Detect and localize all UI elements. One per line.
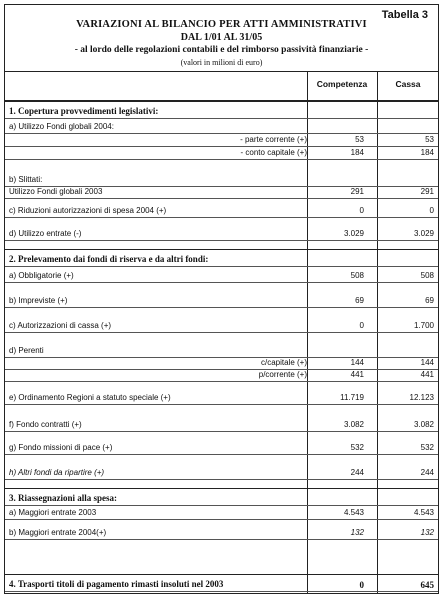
row-rule [5, 266, 438, 267]
cassa-value: 184 [420, 148, 434, 157]
row-label: 4. Trasporti titoli di pagamento rimasti insoluti nel 2003 [9, 579, 224, 589]
row-rule [5, 217, 438, 218]
row-rule [5, 454, 438, 455]
table-row [5, 391, 438, 405]
section-rule [5, 101, 438, 102]
table-row [5, 294, 438, 308]
row-label: 1. Copertura provvedimenti legislativi: [9, 106, 159, 116]
row-label: c) Riduzioni autorizzazioni di spesa 2004 (+) [9, 206, 167, 215]
table-row [5, 204, 438, 218]
section-row [5, 578, 438, 592]
cassa-value: 244 [420, 468, 434, 477]
cassa-value: 132 [420, 528, 434, 537]
row-rule [5, 118, 438, 119]
table-frame [4, 4, 439, 594]
row-label: e) Ordinamento Regioni a statuto speciale (+) [9, 393, 171, 402]
cassa-value: 4.543 [413, 508, 434, 517]
competenza-value: 53 [355, 135, 364, 144]
section-row [5, 492, 438, 506]
competenza-value: 132 [350, 528, 364, 537]
cassa-value: 144 [420, 358, 434, 367]
cassa-value: 291 [420, 187, 434, 196]
cassa-value: 508 [420, 271, 434, 280]
table-row [5, 227, 438, 241]
cassa-value: 12.123 [409, 393, 434, 402]
header-rule [5, 71, 438, 72]
title-units: (valori in milioni di euro) [180, 58, 263, 67]
title-line-1: VARIAZIONI AL BILANCIO PER ATTI AMMINISTRATIVI [76, 19, 367, 30]
section-rule [5, 488, 438, 489]
title-line-3: - al lordo delle regolazioni contabili e del rimborso passività finanziarie - [74, 45, 369, 55]
section-rule [5, 574, 438, 575]
row-rule [5, 591, 438, 592]
competenza-value: 4.543 [343, 508, 364, 517]
row-label: 3. Riassegnazioni alla spesa: [9, 493, 118, 503]
row-label: d) Utilizzo entrate (-) [9, 229, 82, 238]
row-rule [5, 479, 438, 480]
row-label: a) Utilizzo Fondi globali 2004: [9, 122, 114, 131]
row-rule [5, 159, 438, 160]
row-label: Utilizzo Fondi globali 2003 [9, 187, 103, 196]
row-rule [5, 381, 438, 382]
competenza-value: 0 [359, 321, 364, 330]
row-rule [5, 282, 438, 283]
competenza-value: 441 [350, 370, 364, 379]
table-row [5, 368, 438, 382]
cassa-value: 1.700 [413, 321, 434, 330]
row-label: h) Altri fondi da ripartire (+) [9, 468, 105, 477]
competenza-value: 69 [355, 296, 364, 305]
row-label: g) Fondo missioni di pace (+) [9, 443, 113, 452]
row-rule [5, 198, 438, 199]
column-header-competenza: Competenza [316, 79, 368, 89]
table-label: Tabella 3 [381, 9, 428, 21]
competenza-value: 11.719 [340, 393, 364, 402]
row-label: a) Obbligatorie (+) [9, 271, 74, 280]
row-label: - parte corrente (+) [240, 135, 307, 144]
cassa-value: 645 [420, 580, 434, 590]
row-label: 2. Prelevamento dai fondi di riserva e da altri fondi: [9, 254, 209, 264]
cassa-value: 69 [425, 296, 434, 305]
cassa-value: 0 [429, 206, 434, 215]
competenza-value: 184 [350, 148, 364, 157]
table-row [5, 133, 438, 147]
table-row [5, 506, 438, 520]
competenza-value: 144 [350, 358, 364, 367]
column-header-cassa: Cassa [395, 79, 421, 89]
table-row [5, 441, 438, 455]
competenza-value: 508 [350, 271, 364, 280]
table-row [5, 146, 438, 160]
table-row [5, 185, 438, 199]
section-rule [5, 249, 438, 250]
title-line-2: DAL 1/01 AL 31/05 [180, 32, 263, 43]
row-label: p/corrente (+) [258, 370, 307, 379]
row-label: - conto capitale (+) [240, 148, 307, 157]
row-label: c) Autorizzazioni di cassa (+) [9, 321, 112, 330]
table-row [5, 269, 438, 283]
competenza-value: 291 [350, 187, 364, 196]
competenza-value: 3.029 [343, 229, 364, 238]
row-rule [5, 240, 438, 241]
row-label: b) Maggiori entrate 2004(+) [9, 528, 107, 537]
table-row [5, 526, 438, 540]
competenza-value: 532 [350, 443, 364, 452]
row-label: c/capitale (+) [260, 358, 307, 367]
row-rule [5, 307, 438, 308]
row-rule [5, 431, 438, 432]
table-row [5, 319, 438, 333]
row-rule [5, 519, 438, 520]
competenza-value: 0 [359, 580, 364, 590]
row-label: a) Maggiori entrate 2003 [9, 508, 97, 517]
cassa-value: 3.082 [413, 420, 434, 429]
section-row [5, 253, 438, 267]
section-row [5, 105, 438, 119]
cassa-value: 532 [420, 443, 434, 452]
row-label: d) Perenti [9, 346, 44, 355]
table-row [5, 418, 438, 432]
cassa-value: 441 [420, 370, 434, 379]
competenza-value: 0 [359, 206, 364, 215]
table-row [5, 466, 438, 480]
cassa-value: 3.029 [413, 229, 434, 238]
row-label: f) Fondo contratti (+) [9, 420, 82, 429]
row-label: b) Impreviste (+) [9, 296, 68, 305]
competenza-value: 244 [350, 468, 364, 477]
table-row [5, 120, 438, 134]
competenza-value: 3.082 [343, 420, 364, 429]
row-label: b) Slittati: [9, 175, 43, 184]
cassa-value: 53 [425, 135, 434, 144]
row-rule [5, 332, 438, 333]
row-rule [5, 404, 438, 405]
row-rule [5, 539, 438, 540]
